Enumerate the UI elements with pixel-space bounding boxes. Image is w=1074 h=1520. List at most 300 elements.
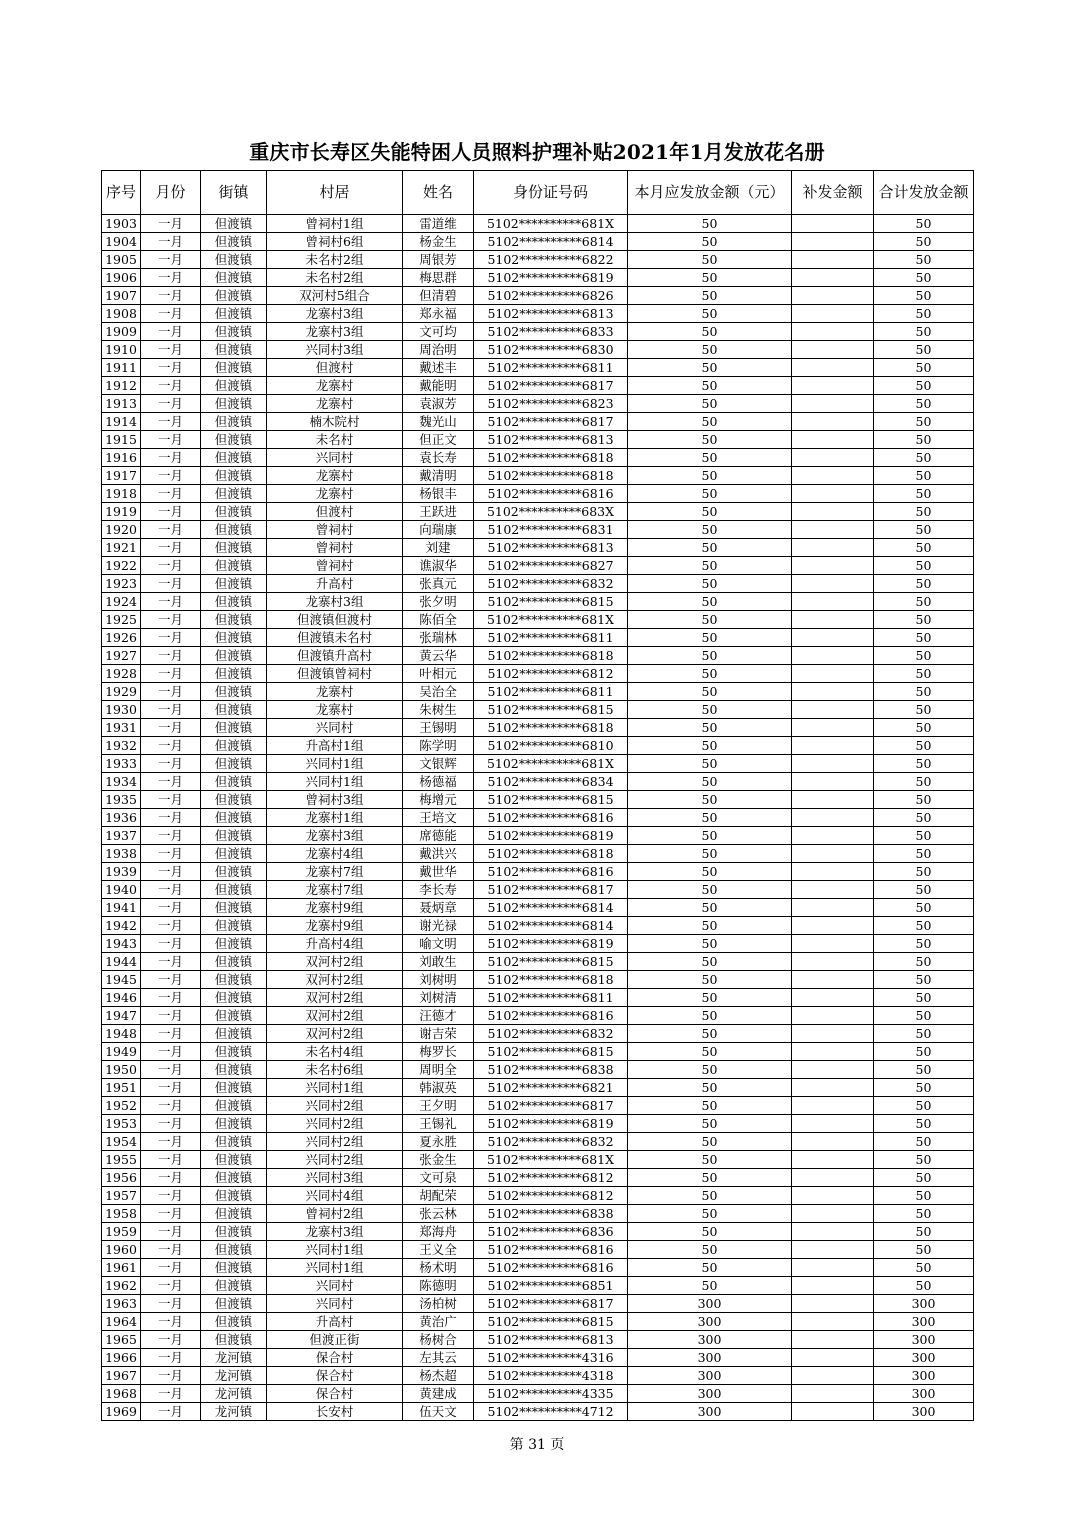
cell-month: 一月 <box>141 1133 201 1151</box>
cell-total-amount: 50 <box>874 323 974 341</box>
table-row <box>102 485 974 503</box>
cell-id-number: 5102**********6816 <box>474 863 628 881</box>
cell-id-number: 5102**********6818 <box>474 719 628 737</box>
cell-back-pay <box>792 1187 874 1205</box>
cell-back-pay <box>792 305 874 323</box>
table-row <box>102 1277 974 1295</box>
cell-monthly-amount: 50 <box>628 593 792 611</box>
table-row <box>102 1061 974 1079</box>
table-row <box>102 755 974 773</box>
cell-town: 但渡镇 <box>201 1277 267 1295</box>
cell-name: 向瑞康 <box>403 521 474 539</box>
cell-town: 但渡镇 <box>201 1169 267 1187</box>
cell-total-amount: 50 <box>874 395 974 413</box>
cell-id-number: 5102**********4712 <box>474 1403 628 1421</box>
cell-total-amount: 50 <box>874 845 974 863</box>
cell-monthly-amount: 50 <box>628 449 792 467</box>
cell-total-amount: 50 <box>874 341 974 359</box>
cell-name: 张夕明 <box>403 593 474 611</box>
cell-village: 升高村 <box>267 575 403 593</box>
cell-back-pay <box>792 1367 874 1385</box>
cell-month: 一月 <box>141 881 201 899</box>
cell-id-number: 5102**********6814 <box>474 917 628 935</box>
header-seq: 序号 <box>102 171 141 215</box>
cell-seq: 1936 <box>102 809 141 827</box>
cell-month: 一月 <box>141 665 201 683</box>
cell-name: 王义全 <box>403 1241 474 1259</box>
cell-month: 一月 <box>141 1025 201 1043</box>
cell-seq: 1938 <box>102 845 141 863</box>
cell-town: 但渡镇 <box>201 557 267 575</box>
cell-month: 一月 <box>141 215 201 233</box>
cell-name: 张云林 <box>403 1205 474 1223</box>
cell-seq: 1961 <box>102 1259 141 1277</box>
cell-back-pay <box>792 593 874 611</box>
cell-back-pay <box>792 1223 874 1241</box>
cell-id-number: 5102**********6832 <box>474 1025 628 1043</box>
cell-name: 席德能 <box>403 827 474 845</box>
cell-monthly-amount: 50 <box>628 917 792 935</box>
header-back-pay: 补发金额 <box>792 171 874 215</box>
cell-seq: 1963 <box>102 1295 141 1313</box>
cell-month: 一月 <box>141 863 201 881</box>
cell-village: 龙寨村 <box>267 395 403 413</box>
cell-total-amount: 50 <box>874 1061 974 1079</box>
cell-id-number: 5102**********6838 <box>474 1061 628 1079</box>
cell-town: 但渡镇 <box>201 431 267 449</box>
cell-name: 汤柏树 <box>403 1295 474 1313</box>
cell-seq: 1933 <box>102 755 141 773</box>
cell-name: 王锡明 <box>403 719 474 737</box>
cell-town: 但渡镇 <box>201 1115 267 1133</box>
cell-name: 郑永福 <box>403 305 474 323</box>
cell-back-pay <box>792 737 874 755</box>
table-row <box>102 449 974 467</box>
cell-total-amount: 300 <box>874 1349 974 1367</box>
cell-seq: 1925 <box>102 611 141 629</box>
table-row <box>102 881 974 899</box>
cell-id-number: 5102**********6833 <box>474 323 628 341</box>
cell-name: 王跃进 <box>403 503 474 521</box>
cell-monthly-amount: 50 <box>628 305 792 323</box>
cell-town: 但渡镇 <box>201 881 267 899</box>
cell-name: 周明全 <box>403 1061 474 1079</box>
table-row <box>102 431 974 449</box>
table-header-row <box>102 171 974 215</box>
cell-back-pay <box>792 377 874 395</box>
cell-village: 但渡正街 <box>267 1331 403 1349</box>
cell-village: 双河村2组 <box>267 953 403 971</box>
cell-name: 雷道维 <box>403 215 474 233</box>
cell-name: 戴洪兴 <box>403 845 474 863</box>
cell-town: 但渡镇 <box>201 791 267 809</box>
cell-back-pay <box>792 917 874 935</box>
cell-monthly-amount: 50 <box>628 863 792 881</box>
cell-id-number: 5102**********6822 <box>474 251 628 269</box>
cell-back-pay <box>792 701 874 719</box>
cell-seq: 1962 <box>102 1277 141 1295</box>
cell-seq: 1917 <box>102 467 141 485</box>
cell-village: 双河村2组 <box>267 1025 403 1043</box>
cell-total-amount: 50 <box>874 1187 974 1205</box>
cell-town: 但渡镇 <box>201 971 267 989</box>
cell-back-pay <box>792 395 874 413</box>
cell-seq: 1957 <box>102 1187 141 1205</box>
cell-name: 夏永胜 <box>403 1133 474 1151</box>
cell-month: 一月 <box>141 233 201 251</box>
cell-seq: 1952 <box>102 1097 141 1115</box>
cell-monthly-amount: 50 <box>628 755 792 773</box>
cell-town: 但渡镇 <box>201 827 267 845</box>
table-row <box>102 323 974 341</box>
cell-monthly-amount: 50 <box>628 1079 792 1097</box>
cell-town: 但渡镇 <box>201 755 267 773</box>
cell-id-number: 5102**********6827 <box>474 557 628 575</box>
cell-month: 一月 <box>141 467 201 485</box>
cell-id-number: 5102**********6813 <box>474 539 628 557</box>
cell-monthly-amount: 50 <box>628 233 792 251</box>
cell-id-number: 5102**********6816 <box>474 1241 628 1259</box>
cell-total-amount: 50 <box>874 1223 974 1241</box>
cell-name: 文可泉 <box>403 1169 474 1187</box>
table-row <box>102 1349 974 1367</box>
cell-town: 但渡镇 <box>201 917 267 935</box>
cell-id-number: 5102**********6811 <box>474 683 628 701</box>
cell-seq: 1967 <box>102 1367 141 1385</box>
cell-monthly-amount: 50 <box>628 845 792 863</box>
cell-monthly-amount: 50 <box>628 287 792 305</box>
cell-month: 一月 <box>141 1151 201 1169</box>
cell-back-pay <box>792 521 874 539</box>
cell-month: 一月 <box>141 1007 201 1025</box>
cell-id-number: 5102**********6810 <box>474 737 628 755</box>
cell-seq: 1920 <box>102 521 141 539</box>
table-row <box>102 629 974 647</box>
cell-monthly-amount: 50 <box>628 539 792 557</box>
cell-month: 一月 <box>141 341 201 359</box>
cell-total-amount: 50 <box>874 215 974 233</box>
cell-month: 一月 <box>141 1367 201 1385</box>
cell-total-amount: 50 <box>874 863 974 881</box>
cell-id-number: 5102**********6838 <box>474 1205 628 1223</box>
cell-village: 但渡镇曾祠村 <box>267 665 403 683</box>
cell-name: 谯淑华 <box>403 557 474 575</box>
cell-seq: 1960 <box>102 1241 141 1259</box>
cell-town: 但渡镇 <box>201 467 267 485</box>
cell-seq: 1918 <box>102 485 141 503</box>
cell-monthly-amount: 50 <box>628 881 792 899</box>
cell-id-number: 5102**********681X <box>474 215 628 233</box>
table-row <box>102 611 974 629</box>
cell-monthly-amount: 50 <box>628 413 792 431</box>
cell-name: 吴治全 <box>403 683 474 701</box>
cell-total-amount: 50 <box>874 791 974 809</box>
table-body <box>102 215 974 1421</box>
cell-id-number: 5102**********6816 <box>474 1007 628 1025</box>
cell-seq: 1935 <box>102 791 141 809</box>
cell-id-number: 5102**********6811 <box>474 989 628 1007</box>
table-row <box>102 251 974 269</box>
cell-seq: 1964 <box>102 1313 141 1331</box>
cell-name: 周治明 <box>403 341 474 359</box>
table-row <box>102 899 974 917</box>
table-row <box>102 503 974 521</box>
cell-month: 一月 <box>141 557 201 575</box>
cell-village: 龙寨村 <box>267 377 403 395</box>
cell-total-amount: 50 <box>874 611 974 629</box>
cell-name: 胡配荣 <box>403 1187 474 1205</box>
cell-name: 叶相元 <box>403 665 474 683</box>
cell-id-number: 5102**********6815 <box>474 953 628 971</box>
cell-village: 曾祠村1组 <box>267 215 403 233</box>
cell-town: 但渡镇 <box>201 449 267 467</box>
cell-total-amount: 50 <box>874 503 974 521</box>
cell-village: 保合村 <box>267 1367 403 1385</box>
cell-monthly-amount: 50 <box>628 521 792 539</box>
cell-name: 张真元 <box>403 575 474 593</box>
cell-id-number: 5102**********6812 <box>474 1169 628 1187</box>
cell-total-amount: 50 <box>874 755 974 773</box>
cell-seq: 1968 <box>102 1385 141 1403</box>
cell-back-pay <box>792 719 874 737</box>
cell-monthly-amount: 50 <box>628 1025 792 1043</box>
cell-name: 杨杰超 <box>403 1367 474 1385</box>
cell-village: 兴同村 <box>267 1295 403 1313</box>
cell-village: 龙寨村3组 <box>267 305 403 323</box>
cell-monthly-amount: 300 <box>628 1403 792 1421</box>
cell-id-number: 5102**********6834 <box>474 773 628 791</box>
table-row <box>102 809 974 827</box>
cell-back-pay <box>792 683 874 701</box>
cell-month: 一月 <box>141 935 201 953</box>
cell-village: 兴同村1组 <box>267 1079 403 1097</box>
cell-month: 一月 <box>141 791 201 809</box>
cell-total-amount: 50 <box>874 665 974 683</box>
cell-back-pay <box>792 1349 874 1367</box>
cell-total-amount: 50 <box>874 917 974 935</box>
cell-monthly-amount: 50 <box>628 377 792 395</box>
cell-monthly-amount: 50 <box>628 1097 792 1115</box>
cell-id-number: 5102**********6818 <box>474 467 628 485</box>
cell-id-number: 5102**********6811 <box>474 359 628 377</box>
cell-id-number: 5102**********6813 <box>474 1331 628 1349</box>
cell-seq: 1930 <box>102 701 141 719</box>
cell-month: 一月 <box>141 1349 201 1367</box>
page-number: 第 31 页 <box>509 1437 565 1453</box>
table-row <box>102 359 974 377</box>
cell-town: 但渡镇 <box>201 1223 267 1241</box>
table-row <box>102 863 974 881</box>
cell-seq: 1912 <box>102 377 141 395</box>
cell-monthly-amount: 50 <box>628 1169 792 1187</box>
cell-town: 但渡镇 <box>201 593 267 611</box>
cell-total-amount: 50 <box>874 557 974 575</box>
cell-id-number: 5102**********6832 <box>474 575 628 593</box>
cell-total-amount: 50 <box>874 935 974 953</box>
table-row <box>102 1295 974 1313</box>
cell-name: 朱树生 <box>403 701 474 719</box>
cell-month: 一月 <box>141 953 201 971</box>
table-row <box>102 719 974 737</box>
cell-back-pay <box>792 953 874 971</box>
cell-name: 但清碧 <box>403 287 474 305</box>
cell-name: 黄云华 <box>403 647 474 665</box>
cell-id-number: 5102**********4318 <box>474 1367 628 1385</box>
table-row <box>102 827 974 845</box>
cell-id-number: 5102**********6812 <box>474 665 628 683</box>
cell-name: 戴述丰 <box>403 359 474 377</box>
cell-back-pay <box>792 1313 874 1331</box>
cell-town: 龙河镇 <box>201 1403 267 1421</box>
cell-month: 一月 <box>141 1115 201 1133</box>
cell-seq: 1948 <box>102 1025 141 1043</box>
cell-total-amount: 50 <box>874 701 974 719</box>
cell-id-number: 5102**********6815 <box>474 593 628 611</box>
cell-town: 但渡镇 <box>201 701 267 719</box>
cell-village: 曾祠村 <box>267 539 403 557</box>
cell-seq: 1953 <box>102 1115 141 1133</box>
cell-id-number: 5102**********6815 <box>474 791 628 809</box>
cell-seq: 1910 <box>102 341 141 359</box>
cell-total-amount: 50 <box>874 467 974 485</box>
cell-id-number: 5102**********6819 <box>474 269 628 287</box>
cell-id-number: 5102**********681X <box>474 1151 628 1169</box>
cell-town: 但渡镇 <box>201 683 267 701</box>
cell-name: 陈佰全 <box>403 611 474 629</box>
cell-village: 曾祠村2组 <box>267 1205 403 1223</box>
cell-town: 但渡镇 <box>201 773 267 791</box>
cell-total-amount: 50 <box>874 773 974 791</box>
cell-seq: 1916 <box>102 449 141 467</box>
cell-month: 一月 <box>141 809 201 827</box>
cell-month: 一月 <box>141 1097 201 1115</box>
cell-back-pay <box>792 611 874 629</box>
cell-total-amount: 50 <box>874 359 974 377</box>
table-row <box>102 665 974 683</box>
cell-seq: 1939 <box>102 863 141 881</box>
cell-id-number: 5102**********6832 <box>474 1133 628 1151</box>
cell-total-amount: 50 <box>874 575 974 593</box>
cell-monthly-amount: 50 <box>628 575 792 593</box>
cell-town: 但渡镇 <box>201 377 267 395</box>
table-row <box>102 845 974 863</box>
cell-back-pay <box>792 773 874 791</box>
cell-name: 刘树明 <box>403 971 474 989</box>
cell-name: 梅罗长 <box>403 1043 474 1061</box>
cell-name: 陈德明 <box>403 1277 474 1295</box>
cell-back-pay <box>792 323 874 341</box>
cell-village: 升高村1组 <box>267 737 403 755</box>
cell-town: 但渡镇 <box>201 305 267 323</box>
table-row <box>102 737 974 755</box>
cell-back-pay <box>792 359 874 377</box>
cell-total-amount: 50 <box>874 1241 974 1259</box>
cell-total-amount: 50 <box>874 269 974 287</box>
cell-seq: 1949 <box>102 1043 141 1061</box>
header-monthly-amount: 本月应发放金额（元） <box>628 171 792 215</box>
cell-month: 一月 <box>141 485 201 503</box>
cell-name: 梅增元 <box>403 791 474 809</box>
table-row <box>102 215 974 233</box>
cell-village: 双河村5组合 <box>267 287 403 305</box>
cell-month: 一月 <box>141 1169 201 1187</box>
cell-back-pay <box>792 1169 874 1187</box>
cell-back-pay <box>792 629 874 647</box>
cell-village: 兴同村3组 <box>267 1169 403 1187</box>
cell-village: 但渡镇未名村 <box>267 629 403 647</box>
cell-village: 升高村 <box>267 1313 403 1331</box>
cell-id-number: 5102**********6836 <box>474 1223 628 1241</box>
cell-name: 刘建 <box>403 539 474 557</box>
cell-seq: 1906 <box>102 269 141 287</box>
cell-seq: 1956 <box>102 1169 141 1187</box>
cell-month: 一月 <box>141 251 201 269</box>
cell-seq: 1958 <box>102 1205 141 1223</box>
cell-monthly-amount: 50 <box>628 647 792 665</box>
header-town: 街镇 <box>201 171 267 215</box>
cell-name: 黄治广 <box>403 1313 474 1331</box>
table-row <box>102 1115 974 1133</box>
cell-town: 但渡镇 <box>201 1025 267 1043</box>
cell-monthly-amount: 50 <box>628 629 792 647</box>
cell-id-number: 5102**********6814 <box>474 899 628 917</box>
cell-monthly-amount: 50 <box>628 665 792 683</box>
cell-id-number: 5102**********6817 <box>474 377 628 395</box>
table-row <box>102 233 974 251</box>
cell-seq: 1926 <box>102 629 141 647</box>
table-row <box>102 1313 974 1331</box>
cell-village: 龙寨村7组 <box>267 863 403 881</box>
table-row <box>102 953 974 971</box>
cell-name: 聂炳章 <box>403 899 474 917</box>
cell-monthly-amount: 300 <box>628 1385 792 1403</box>
cell-town: 但渡镇 <box>201 719 267 737</box>
cell-village: 长安村 <box>267 1403 403 1421</box>
cell-seq: 1922 <box>102 557 141 575</box>
cell-town: 但渡镇 <box>201 287 267 305</box>
cell-village: 双河村2组 <box>267 1007 403 1025</box>
cell-name: 杨术明 <box>403 1259 474 1277</box>
cell-village: 未名村2组 <box>267 269 403 287</box>
cell-village: 未名村2组 <box>267 251 403 269</box>
cell-month: 一月 <box>141 719 201 737</box>
cell-total-amount: 50 <box>874 1259 974 1277</box>
cell-total-amount: 50 <box>874 251 974 269</box>
cell-town: 但渡镇 <box>201 503 267 521</box>
cell-village: 龙寨村1组 <box>267 809 403 827</box>
cell-town: 但渡镇 <box>201 341 267 359</box>
cell-month: 一月 <box>141 629 201 647</box>
cell-month: 一月 <box>141 359 201 377</box>
cell-month: 一月 <box>141 449 201 467</box>
cell-seq: 1941 <box>102 899 141 917</box>
table-row <box>102 1151 974 1169</box>
cell-total-amount: 300 <box>874 1403 974 1421</box>
cell-monthly-amount: 50 <box>628 1259 792 1277</box>
cell-monthly-amount: 50 <box>628 611 792 629</box>
cell-seq: 1955 <box>102 1151 141 1169</box>
cell-village: 双河村2组 <box>267 971 403 989</box>
cell-total-amount: 50 <box>874 1277 974 1295</box>
cell-town: 但渡镇 <box>201 809 267 827</box>
cell-total-amount: 50 <box>874 827 974 845</box>
cell-seq: 1905 <box>102 251 141 269</box>
cell-monthly-amount: 50 <box>628 1187 792 1205</box>
table-row <box>102 1025 974 1043</box>
cell-town: 但渡镇 <box>201 1043 267 1061</box>
cell-id-number: 5102**********4316 <box>474 1349 628 1367</box>
cell-name: 戴能明 <box>403 377 474 395</box>
